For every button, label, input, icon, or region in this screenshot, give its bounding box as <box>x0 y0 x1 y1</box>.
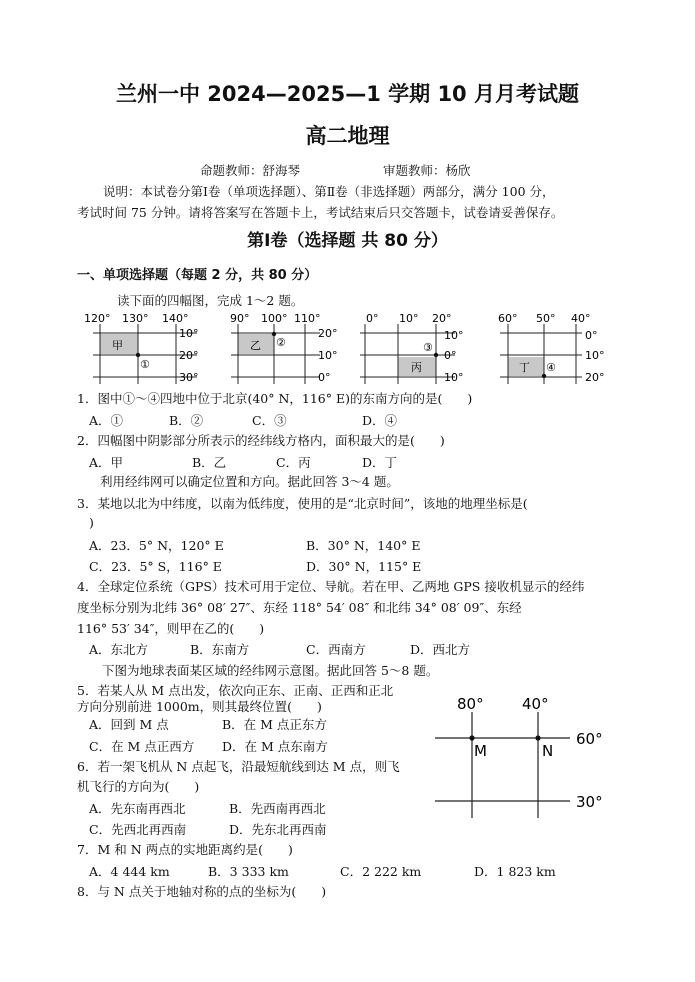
q1-option-b: B．② <box>169 413 204 428</box>
exam-note-line2: 考试时间 75 分钟。请将答案写在答题卡上，考试结束后只交答题卡，试卷请妥善保存。 <box>77 205 564 220</box>
fig-a-top-3: 140° <box>162 312 189 325</box>
fig-a-point-label: ① <box>140 358 150 371</box>
fig-a-right-1: 10° <box>179 327 199 340</box>
fig-b-top-1: 90° <box>230 312 250 325</box>
q7-option-b: B．3 333 km <box>208 864 289 879</box>
figure-a <box>84 312 199 384</box>
point-1 <box>136 353 140 357</box>
figure-d <box>498 312 605 384</box>
fig-a-right-2: 20° <box>179 349 199 362</box>
q1-option-a: A．① <box>89 413 124 428</box>
q7-option-d: D．1 823 km <box>474 864 556 879</box>
q2-option-d: D．丁 <box>362 455 398 470</box>
fig-a-shade-label: 甲 <box>112 339 123 352</box>
q4-option-a: A．东北方 <box>89 642 149 657</box>
q5-option-a: A．回到 M 点 <box>89 717 169 732</box>
intro-q1-2: 读下面的四幅图，完成 1～2 题。 <box>117 293 304 308</box>
grid-figures <box>0 308 695 384</box>
q4-stem-line2: 度坐标分别为北纬 36° 08′ 27″、东经 118° 54′ 08″ 和北纬 34° 08′ 09″、东经 <box>77 600 522 615</box>
fig-b-right-2: 10° <box>318 349 338 362</box>
intro-q3-4: 利用经纬网可以确定位置和方向。据此回答 3～4 题。 <box>100 474 399 489</box>
q5-stem-line1: 5．若某人从 M 点出发，依次向正东、正南、正西和正北 <box>77 683 394 698</box>
figure-c <box>360 312 464 384</box>
q3-option-c: C．23．5° S，116° E <box>89 559 222 574</box>
point-4 <box>542 374 546 378</box>
q4-option-d: D．西北方 <box>410 642 471 657</box>
q4-stem-line3: 116° 53′ 34″，则甲在乙的( ) <box>77 621 265 636</box>
intro-q5-8: 下图为地球表面某区域的经纬网示意图。据此回答 5～8 题。 <box>102 663 439 678</box>
q1-option-c: C．③ <box>252 413 287 428</box>
q4-option-c: C．西南方 <box>306 642 366 657</box>
fig-b-top-2: 100° <box>261 312 288 325</box>
q2-option-a: A．甲 <box>89 455 124 470</box>
q5-option-c: C．在 M 点正西方 <box>89 739 195 754</box>
fig-c-right-2: 0° <box>444 349 457 362</box>
q5-option-b: B．在 M 点正东方 <box>222 717 327 732</box>
fig-a-top-2: 130° <box>122 312 149 325</box>
q6-option-d: D．先东北再西南 <box>229 822 327 837</box>
lat-30-label: 30° <box>576 793 603 811</box>
fig-c-top-3: 20° <box>432 312 452 325</box>
fig-c-right-1: 10° <box>444 329 464 342</box>
fig-c-point-label: ③ <box>423 341 433 354</box>
fig-b-right-1: 20° <box>318 327 338 340</box>
point-3 <box>434 353 438 357</box>
q3-option-d: D．30° N，115° E <box>306 559 422 574</box>
q2-option-c: C．丙 <box>276 455 311 470</box>
fig-c-right-3: 10° <box>444 371 464 384</box>
exam-subtitle: 高二地理 <box>305 124 390 148</box>
part1-title: 第Ⅰ卷（选择题 共 80 分） <box>247 231 448 251</box>
q2-option-b: B．乙 <box>192 455 227 470</box>
q8-stem: 8．与 N 点关于地轴对称的点的坐标为( ) <box>77 884 327 899</box>
q3-option-b: B．30° N，140° E <box>306 538 421 553</box>
fig-d-right-3: 20° <box>585 371 605 384</box>
fig-d-right-2: 10° <box>585 349 605 362</box>
q5-option-d: D．在 M 点东南方 <box>222 739 328 754</box>
q7-option-a: A．4 444 km <box>89 864 170 879</box>
fig-d-shade-label: 丁 <box>519 361 530 374</box>
q6-stem-line2: 机飞行的方向为( ) <box>77 779 200 794</box>
q7-option-c: C．2 222 km <box>340 864 422 879</box>
fig-a-right-3: 30° <box>179 371 199 384</box>
exam-title: 兰州一中 2024—2025—1 学期 10 月月考试题 <box>116 82 579 106</box>
label-n: N <box>542 742 554 760</box>
q3-option-a: A．23．5° N，120° E <box>89 538 224 553</box>
q5-stem-line2: 方向分别前进 1000m，则其最终位置( ) <box>77 699 322 714</box>
reviewer-teacher: 审题教师：杨欣 <box>383 163 471 178</box>
mn-grid-figure <box>425 690 615 820</box>
point-n <box>535 735 540 740</box>
fig-c-shade-label: 丙 <box>411 361 422 374</box>
section-title: 一、单项选择题（每题 2 分，共 80 分） <box>77 268 318 283</box>
q7-stem: 7．M 和 N 两点的实地距离约是( ) <box>77 842 293 857</box>
q6-option-a: A．先东南再西北 <box>89 801 186 816</box>
q4-stem-line1: 4．全球定位系统（GPS）技术可用于定位、导航。若在甲、乙两地 GPS 接收机显示的经纬 <box>77 579 585 594</box>
fig-c-top-1: 0° <box>366 312 379 325</box>
q3-stem-line2: ) <box>89 515 94 530</box>
q2-stem: 2．四幅图中阴影部分所表示的经纬线方格内，面积最大的是( ) <box>77 433 445 448</box>
q1-option-d: D．④ <box>362 413 398 428</box>
q1-stem: 1．图中①～④四地中位于北京(40° N，116° E)的东南方向的是( ) <box>77 391 473 406</box>
setter-teacher: 命题教师：舒海琴 <box>200 163 301 178</box>
fig-d-right-1: 0° <box>585 329 598 342</box>
lat-60-label: 60° <box>576 730 603 748</box>
q3-stem-line1: 3．某地以北为中纬度，以南为低纬度，使用的是“北京时间”，该地的地理坐标是( <box>77 496 528 511</box>
fig-a-top-1: 120° <box>84 312 111 325</box>
q4-option-b: B．东南方 <box>190 642 250 657</box>
fig-b-top-3: 110° <box>294 312 321 325</box>
lon-80-label: 80° <box>457 695 484 713</box>
fig-d-top-3: 40° <box>571 312 591 325</box>
fig-b-point-label: ② <box>276 336 286 349</box>
fig-d-top-2: 50° <box>536 312 556 325</box>
fig-c-top-2: 10° <box>399 312 419 325</box>
q6-option-c: C．先西北再西南 <box>89 822 187 837</box>
label-m: M <box>474 742 487 760</box>
fig-d-point-label: ④ <box>546 361 556 374</box>
point-m <box>469 735 474 740</box>
fig-b-right-3: 0° <box>318 371 331 384</box>
lon-40-label: 40° <box>522 695 549 713</box>
fig-d-top-1: 60° <box>498 312 518 325</box>
figure-b <box>230 312 338 384</box>
exam-note-line1: 说明：本试卷分第Ⅰ卷（单项选择题）、第Ⅱ卷（非选择题）两部分，满分 100 分， <box>103 184 555 199</box>
q6-option-b: B．先西南再西北 <box>229 801 326 816</box>
fig-b-shade-label: 乙 <box>250 339 261 352</box>
q6-stem-line1: 6．若一架飞机从 N 点起飞，沿最短航线到达 M 点，则飞 <box>77 759 400 774</box>
